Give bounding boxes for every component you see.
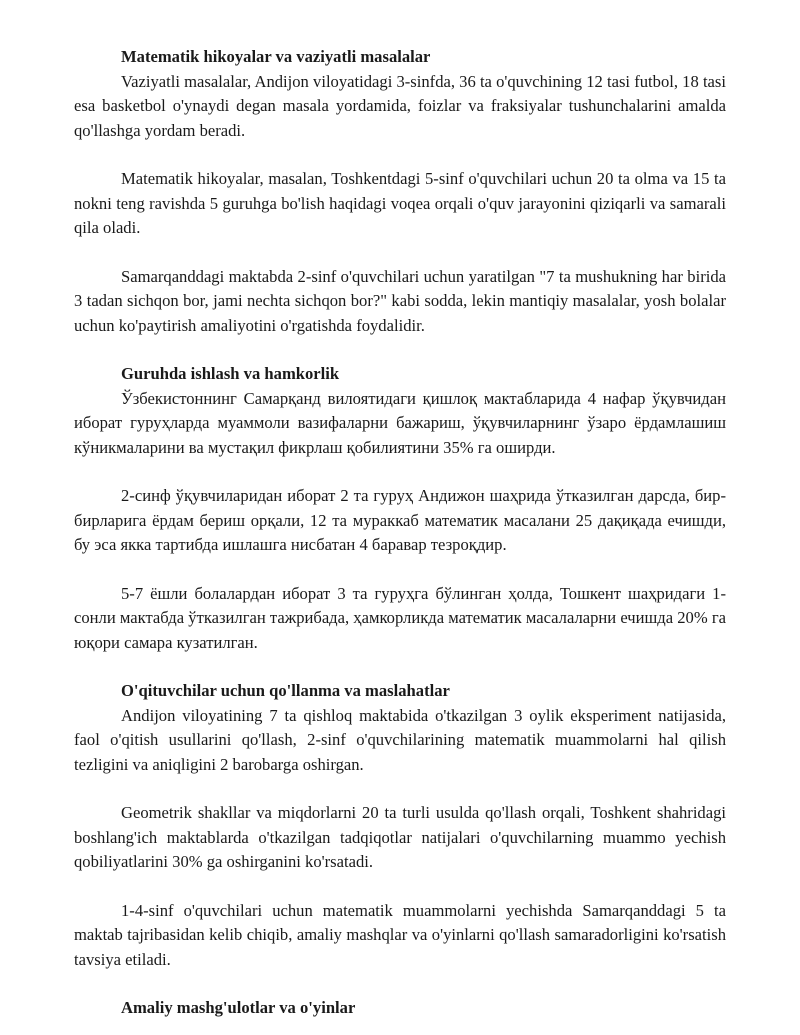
- section-heading: Guruhda ishlash va hamkorlik: [121, 364, 340, 383]
- paragraph: Geometrik shakllar va miqdorlarni 20 ta turli usulda qo'llash orqali, Toshkent shahridagi boshlang'ich maktablarda o'tkazilgan tadqiqotlar natijalari o'quvchilarning muammo yechish qobiliyatlarini 30% ga oshirganini ko'rsatadi.: [74, 803, 726, 871]
- section-heading: O'qituvchilar uchun qo'llanma va maslahatlar: [121, 681, 450, 700]
- document-page: [74, 45, 726, 1021]
- paragraph: Vaziyatli masalalar, Andijon viloyatidagi 3-sinfda, 36 ta o'quvchining 12 tasi futbol, 18 tasi esa basketbol o'ynaydi degan masala yordamida, foizlar va fraksiyalar tushunchalarini amalda qo'llashga yordam beradi.: [74, 71, 726, 140]
- section-heading: Matematik hikoyalar va vaziyatli masalalar: [121, 47, 431, 66]
- paragraph: 1-4-sinf o'quvchilari uchun matematik muammolarni yechishda Samarqanddagi 5 ta maktab tajribasidan kelib chiqib, amaliy mashqlar va o'yinlarni qo'llash samaradorligini ko'rsatish tavsiya etiladi.: [74, 900, 726, 969]
- paragraph: Ўзбекистоннинг Самарқанд вилоятидаги қишлоқ мактабларида 4 нафар ўқувчидан иборат гуруҳларда муаммоли вазифаларни бажариш, ўқувчиларнинг ўзаро ёрдамлашиш кўникмаларини ва мустақил фикрлаш қобилиятини 35% га оширди.: [74, 388, 726, 457]
- paragraph: 5-7 ёшли болалардан иборат 3 та гуруҳга бўлинган ҳолда, Тошкент шаҳридаги 1-сонли мактабда ўтказилган тажрибада, ҳамкорликда математик масалаларни ечишда 20% га юқори самара кузатилган.: [74, 583, 726, 652]
- paragraph: Matematik hikoyalar, masalan, Toshkentdagi 5-sinf o'quvchilari uchun 20 ta olma va 15 ta nokni teng ravishda 5 guruhga bo'lish haqidagi voqea orqali o'quv jarayonini qiziqarli va samarali qila oladi.: [74, 169, 726, 237]
- section-heading: Amaliy mashg'ulotlar va o'yinlar: [121, 998, 356, 1017]
- paragraph: Andijon viloyatining 7 ta qishloq maktabida o'tkazilgan 3 oylik eksperiment natijasida, faol o'qitish usullarini qo'llash, 2-sinf o'quvchilarining matematik muammolarni hal qilish tezligini va aniqligini 2 barobarga oshirgan.: [74, 705, 726, 774]
- paragraph: Samarqanddagi maktabda 2-sinf o'quvchilari uchun yaratilgan "7 ta mushukning har birida 3 tadan sichqon bor, jami nechta sichqon bor?" kabi sodda, lekin mantiqiy masalalar, yosh bolalar uchun ko'paytirish amaliyotini o'rgatishda foydalidir.: [74, 266, 726, 335]
- paragraph: 2-синф ўқувчиларидан иборат 2 та гуруҳ Андижон шаҳрида ўтказилган дарсда, бир-бирларига ёрдам бериш орқали, 12 та мураккаб математик масалани 25 дақиқада ечишди, бу эса якка тартибда ишлашга нисбатан 4 баравар тезроқдир.: [74, 486, 726, 554]
